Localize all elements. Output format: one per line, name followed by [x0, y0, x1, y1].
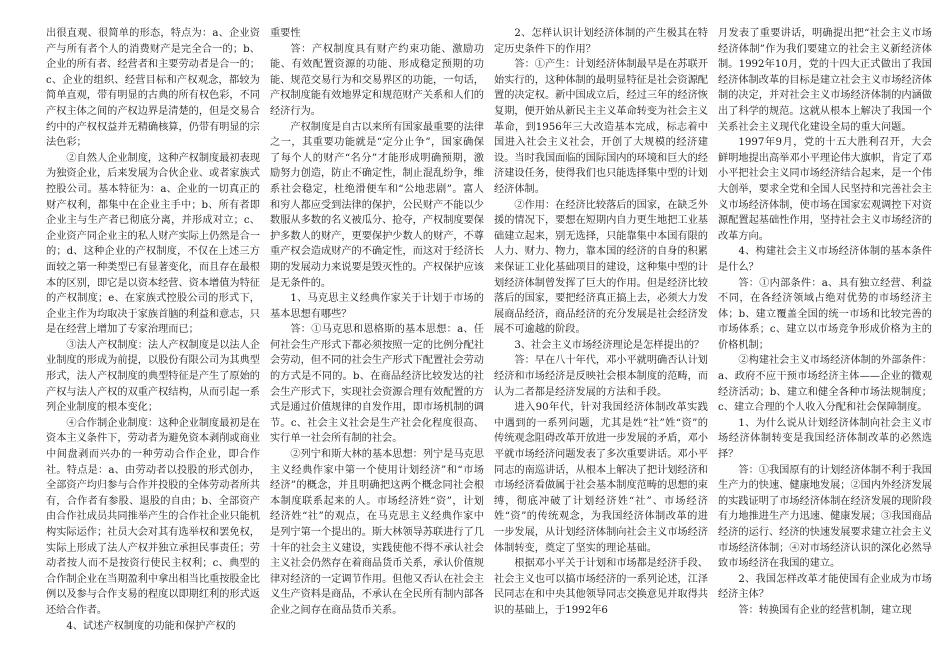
question-heading: 4、构建社会主义市场经济体制的基本条件是什么？ — [718, 246, 932, 273]
paragraph: ③法人产权制度：法人产权制度是以法人企业制度的形成为前提，以股份有限公司为其典型形式，法人产权制度的典型特征是产生了原始的产权与法人产权的双重产权结构，从而引起一系列企业制度的根本变化； — [46, 339, 260, 414]
paragraph: ②自然人企业制度，这种产权制度最初表现为独资企业，后来发展为合伙企业、或者家族式控股公司。基本特征为：a、企业的一切真正的财产权利，都集中在企业主手中；b、所有者即企业主与生产者已彻底分离，并形成对立；c、企业资产同企业主的私人财产实际上仍然是合一的；d、这种企业的产权制度，不仅在上述三方面较之第一种类型已有显著变化，而且存在最根本的区别，即它是以资本经营、资本增值为特征的产权制度；e、在家族式控股公司的形式下，企业主作为均取决于家族首脑的利益和意志，只是在经营上增加了专家治理而已； — [46, 152, 260, 336]
paragraph: ②作用：在经济比较落后的国家，在缺乏外援的情况下，要想在短期内自力更生地把工业基础建立起来，别无选择，只能靠集中本国有限的人力、财力、物力，靠本国的经济的自身的积累来保证工业化基础项目的建设，这种集中型的计划经济体制曾发挥了巨大的作用。但是经济比较落后的国家，要把经济真正搞上去，必须大力发展商品经济，商品经济的充分发展是社会经济发展不可逾越的阶段。 — [494, 199, 708, 336]
answer-paragraph: 答：转换国有企业的经营机制，建立现 — [738, 604, 912, 616]
paragraph: 重要性 — [270, 28, 301, 39]
paragraph: 根据邓小平关于计划和市场都是经济手段、社会主义也可以搞市场经济的一系列论述，江泽民同志在和中央其他领导同志交换意见并取得共识的基础上，于1992年6 — [494, 558, 708, 616]
answer-paragraph: 答：①产生：计划经济体制最早是在苏联开始实行的，这种体制的最明显特征是社会资源配置的决定权。新中国成立后，经过三年的经济恢复期，便开始从新民主主义革命转变为社会主义革命，到1956年三大改造基本完成，标志着中国进入社会主义社会，开创了大规模的经济建设。当时我国面临的国际国内的环境和巨大的经济建设任务，使得我们也只能选择集中型的计划经济体制。 — [494, 59, 708, 195]
answer-paragraph: 答：早在八十年代，邓小平就明确否认计划经济和市场经济是反映社会根本制度的范畴，而认为二者都是经济发展的方法和手段。 — [494, 355, 708, 398]
paragraph: 月发表了重要讲话，明确提出把“社会主义市场经济体制”作为我们要建立的社会主义新经济体制。1992年10月，党的十四大正式做出了我国经济体制改革的目标是建立社会主义市场经济体制的决定，并对社会主义市场经济体制的内涵做出了科学的规范。这就从根本上解决了我国一个关系社会主义现代化建设全局的重大问题。 — [718, 28, 932, 133]
question-heading: 1、为什么说从计划经济体制向社会主义市场经济体制转变是我国经济体制改革的必然选择？ — [718, 417, 932, 461]
paragraph: 产权制度是自古以来所有国家最重要的法律之一，其重要功能就是“定分止争”，国家确保了每个人的财产“名分”才能形成明确预期，激励努力创造，防止不确定性，制止混乱纷争，维系社会稳定，杜绝滑便车和“公地悲剧”。富人和穷人都应受到法律的保护，公民财产不能以少数服从多数的名义被瓜分、抢夺，产权制度要保护多数人的财产，更要保护少数人的财产，不尊重产权会造成财产的不确定性，而这对于经济长期的发展动力来说要是毁灭性的。产权保护应该是无条件的。 — [270, 121, 484, 289]
paragraph: ④合作制企业制度：这种企业制度最初是在资本主义条件下，劳动者为避免资本剥削或商业中间盘剥而兴办的一种劳动合作企业，即合作社。特点是：a、由劳动者以投股的形式创办，全部资产均归参与合作并投股的全体劳动者所共有，合作者有参股、退股的自由；b、全部资产由合作社成员共同推举产生的合作社企业只能机构实际运作；社员大会对其有选举权和罢免权，实际上形成了法人产权并独立承担民事责任；劳动者按人而不是按资行使民主权利；c、典型的合作制企业在当期盈利中拿出相当比重按股金比例以及参与合作支易的程度以即期红利的形式返还给合作者。 — [46, 417, 260, 616]
paragraph: ②列宁和斯大林的基本思想：列宁是马克思主义经典作家中第一个使用计划经济”和“市场经济”的概念，并且明确把这两个概念同社会根本制度联系起来的人。市场经济姓“资”，计划经济姓“社”的观点，在马克思主义经典作家中是列宁第一个提出的。斯大林领导苏联进行了几十年的社会主义建设，实践使他不得不承认社会主义社会仍然存在着商品货币关系，承认价值规律对经济的一定调节作用。但他又否认在社会主义生产资料是商品，不承认在全民所有制内部各企业之间存在商品货币关系。 — [270, 449, 484, 616]
paragraph: 进入90年代，针对我国经济体制改革实践中遇到的一系列问题，尤其是姓“社”姓“资”的传统观念阻碍改革开放进一步发展的矛盾，邓小平就市场经济问题发表了多次重要讲话。邓小平同志的南巡讲话，从根本上解决了把计划经济和市场经济看做属于社会基本制度范畴的思想的束缚，彻底冲破了计划经济姓“社”、市场经济姓“资”的传统观念，为我国经济体制改革的进一步发展，从计划经济体制向社会主义市场经济体制转变，奠定了坚实的理论基础。 — [494, 402, 708, 554]
question-heading: 2、怎样认识计划经济体制的产生极其在特定历史条件下的作用？ — [494, 28, 708, 55]
paragraph: 出很直观、很简单的形态，特点为：a、企业资产与所有者个人的消费财产是完全合一的；b、企业的所有者、经营者和主要劳动者是合一的；c、企业的组织、经营目标和产权观念，都较为简单直观，带有明显的古典的所有权色彩，不同产权主体之间的产权边界是清楚的，但是交易合约中的产权权益并无精确核算，仍带有明显的宗法色彩； — [46, 28, 260, 149]
question-heading: 4、试述产权制度的功能和保护产权的 — [66, 620, 236, 632]
text-column-4 — [718, 26, 932, 662]
text-column-2 — [270, 26, 484, 662]
answer-paragraph: 答：①我国原有的计划经济体制不利于我国生产力的快速、健康地发展；②国内外经济发展的实践证明了市场经济体制在经济发展的现阶段有力地推进生产力迅速、健康发展；③我国商品经济的运行、经济的快速发展要求建立社会主义市场经济体制；④对市场经济认识的深化必然导致市场经济在我国的建立。 — [718, 464, 932, 570]
answer-paragraph: 答：①马克思和恩格斯的基本思想：a、任何社会生产形式下都必须按照一定的比例分配社会劳动，但不同的社会生产形式下配置社会劳动的方式是不同的。b、在商品经济比较发达的社会生产形式下，实现社会资源合理有效配置的方式是通过价值规律的自发作用，即市场机制的调节。c、社会主义社会是生产社会化程度很高、实行单一社会所有制的社会。 — [270, 324, 484, 445]
answer-paragraph: 答：①内部条件：a、具有独立经营、利益不同，在各经济领域占绝对优势的市场经济主体；b、建立覆盖全国的统一市场和比较完善的市场体系；c、建立以市场竞争形成价格为主的价格机制； — [718, 277, 932, 351]
question-heading: 2、我国怎样改革才能使国有企业成为市场经济主体？ — [718, 573, 932, 601]
paragraph: ②构建社会主义市场经济体制的外部条件：a、政府不应干预市场经济主体——企业的微观经济活动；b、建立和健全各种市场法规制度；c、建立合理的个人收入分配和社会保障制度。 — [718, 355, 932, 414]
answer-paragraph: 答：产权制度具有财产约束功能、激励功能、有效配置资源的功能、形成稳定预期的功能、规范交易行为和交易界区的功能，一句话，产权制度能有效地界定和规范财产关系和人们的经济行为。 — [270, 43, 484, 117]
paragraph: 1997年9月，党的十五大胜利召开，大会鲜明地提出高举邓小平理论伟大旗帜，肯定了邓小平把社会主义同市场经济结合起来，是一个伟大创举，要求全党和全国人民坚持和完善社会主义市场经济体制，使市场在国家宏观调控下对资源配置起基础性作用，坚持社会主义市场经济的改革方向。 — [718, 137, 932, 242]
question-heading: 1、马克思主义经典作家关于计划于市场的基本思想有哪些？ — [270, 293, 484, 320]
question-heading: 3、社会主义市场经济理论是怎样提出的？ — [514, 339, 705, 351]
text-column-1 — [46, 26, 260, 662]
text-column-3 — [494, 26, 708, 662]
